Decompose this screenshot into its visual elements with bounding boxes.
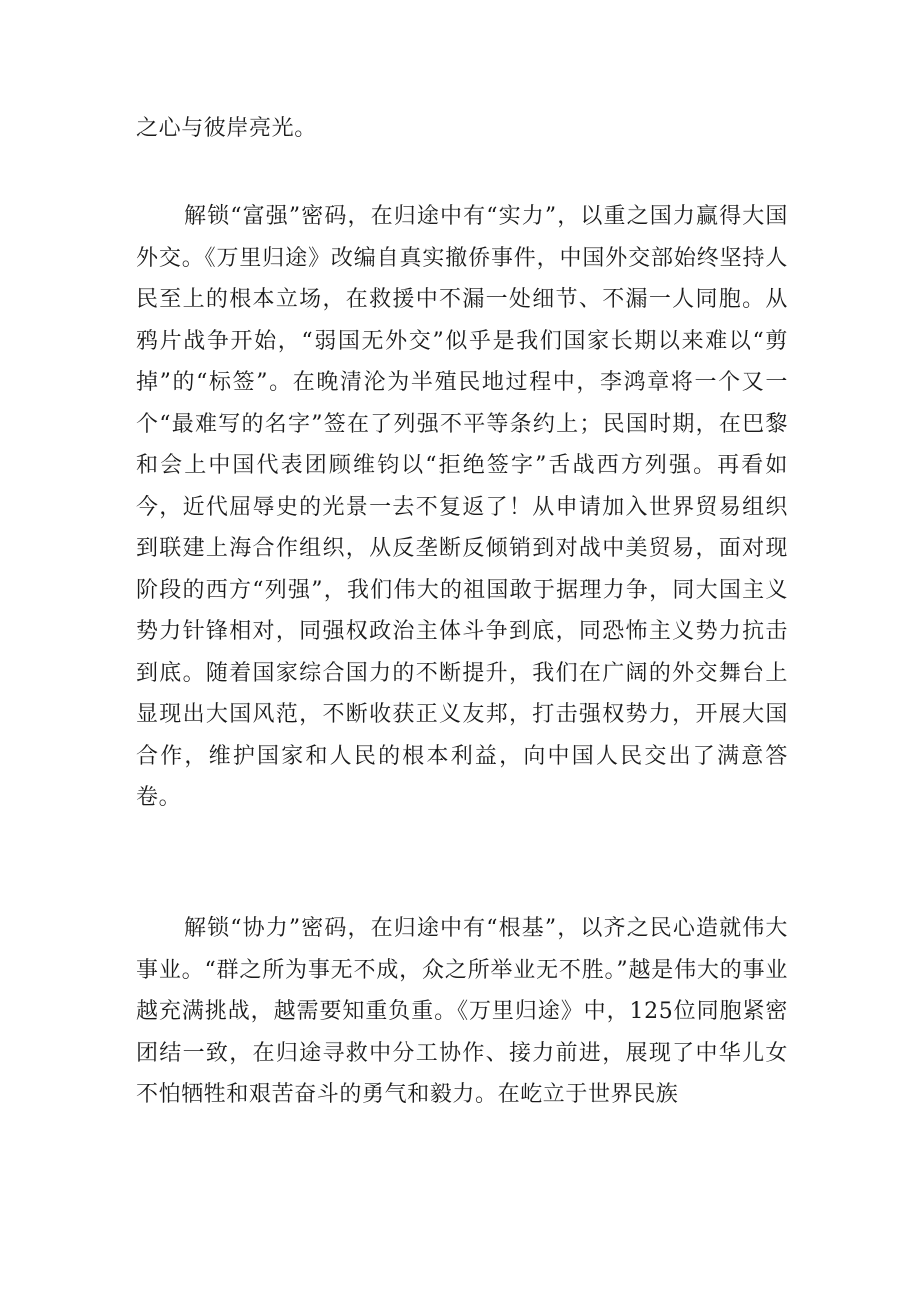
paragraph-xieli: 解锁“协力”密码，在归途中有“根基”，以齐之民心造就伟大事业。“群之所为事无不成，众之所举业无不胜。”越是伟大的事业越充满挑战，越需要知重负重。《万里归途》中，125位同胞紧密团结一致，在归途寻救中分工协作、接力前进，展现了中华儿女不怕牺牲和艰苦奋斗的勇气和毅力。在屹立于世界民族: [136, 916, 788, 1107]
paragraph-fuqiang: 解锁“富强”密码，在归途中有“实力”，以重之国力赢得大国外交。《万里归途》改编自真实撤侨事件，中国外交部始终坚持人民至上的根本立场，在救援中不漏一处细节、不漏一人同胞。从鸦片战争开始，“弱国无外交”似乎是我们国家长期以来难以“剪掉”的“标签”。在晚清沦为半殖民地过程中，李鸿章将一个又一个“最难写的名字”签在了列强不平等条约上；民国时期，在巴黎和会上中国代表团顾维钧以“拒绝签字”舌战西方列强。再看如今，近代屈辱史的光景一去不复返了！从申请加入世界贸易组织到联建上海合作组织，从反垄断反倾销到对战中美贸易，面对现阶段的西方“列强”，我们伟大的祖国敢于据理力争，同大国主义势力针锋相对，同强权政治主体斗争到底，同恐怖主义势力抗击到底。随着国家综合国力的不断提升，我们在广阔的外交舞台上显现出大国风范，不断收获正义友邦，打击强权势力，开展大国合作，维护国家和人民的根本利益，向中国人民交出了满意答卷。: [136, 204, 788, 810]
paragraph-continuation: 之心与彼岸亮光。: [136, 116, 317, 141]
